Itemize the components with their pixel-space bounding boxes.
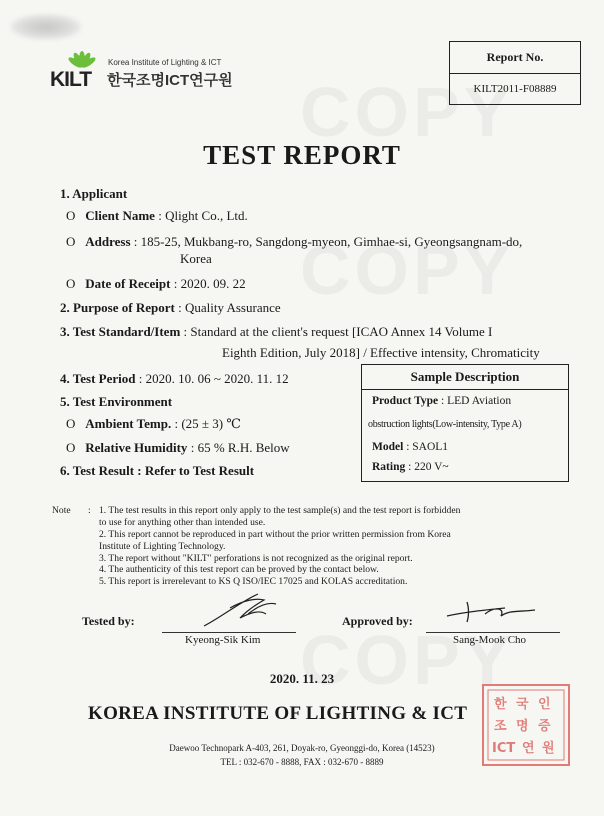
field-value: Standard at the client's request [ICAO Annex 14 Volume I — [190, 324, 493, 339]
field-value: LED Aviation — [447, 395, 512, 407]
field-value: Quality Assurance — [184, 300, 281, 315]
note-line: Institute of Lighting Technology. — [99, 541, 226, 552]
svg-text:명: 명 — [516, 719, 529, 734]
field-label: Rating — [372, 461, 406, 473]
bullet-icon: O — [66, 208, 76, 223]
approved-by-signature — [445, 596, 545, 631]
field-label: Date of Receipt — [85, 276, 171, 291]
signature-line — [426, 632, 560, 633]
humidity-row: O Relative Humidity : 65 % R.H. Below — [66, 440, 290, 455]
svg-text:원: 원 — [542, 741, 555, 756]
field-value: 220 V~ — [414, 461, 449, 473]
note-line: 5. This report is irrerelevant to KS Q ISO/IEC 17025 and KOLAS accreditation. — [99, 576, 408, 587]
rating-row: Rating : 220 V~ — [372, 461, 449, 473]
result-row: 6. Test Result : Refer to Test Result — [60, 463, 255, 478]
field-label: Client Name — [85, 208, 155, 223]
receipt-row: O Date of Receipt : 2020. 09. 22 — [66, 276, 246, 291]
report-no-value: KILT2011-F08889 — [473, 83, 557, 95]
svg-text:국: 국 — [516, 697, 529, 712]
tested-by-signature — [200, 588, 280, 637]
field-value: 185-25, Mukbang-ro, Sangdong-myeon, Gimhae-si, Gyeongsangnam-do, — [140, 234, 523, 249]
period-row: 4. Test Period : 2020. 10. 06 ~ 2020. 11. 12 — [60, 371, 289, 386]
official-seal — [482, 684, 570, 766]
temp-row: O Ambient Temp. : (25 ± 3) ℃ — [66, 416, 241, 431]
svg-text:증: 증 — [538, 719, 551, 734]
footer-institute: KOREA INSTITUTE OF LIGHTING & ICT — [88, 703, 468, 724]
field-label: Product Type — [372, 395, 439, 407]
note-label: Note — [52, 505, 71, 516]
purpose-row: 2. Purpose of Report : Quality Assurance — [60, 300, 281, 315]
tested-by-label: Tested by: — [82, 614, 135, 628]
bullet-icon: O — [66, 276, 76, 291]
standard-row: 3. Test Standard/Item : Standard at the client's request [ICAO Annex 14 Volume I — [60, 324, 493, 339]
field-label: Relative Humidity — [85, 440, 188, 455]
field-value: Qlight Co., Ltd. — [165, 208, 248, 223]
svg-text:한: 한 — [494, 697, 507, 712]
sample-description-box — [361, 364, 569, 482]
section-heading: 3. Test Standard/Item — [60, 324, 181, 339]
field-value: (25 ± 3) ℃ — [181, 416, 241, 431]
address-line2: Korea — [180, 251, 212, 266]
section-heading: 5. Test Environment — [60, 394, 173, 409]
approved-by-name: Sang-Mook Cho — [453, 634, 527, 646]
section-heading: 1. Applicant — [60, 186, 128, 201]
org-name-ko: 한국조명ICT연구원 — [107, 72, 233, 89]
svg-text:ICT: ICT — [492, 741, 516, 756]
note-line: 4. The authenticity of this test report can be proved by the contact below. — [99, 564, 379, 575]
signature-line — [162, 632, 296, 633]
section-heading: 6. Test Result — [60, 463, 135, 478]
model-row: Model : SAOL1 — [372, 441, 449, 453]
address-row: O Address : 185-25, Mukbang-ro, Sangdong-myeon, Gimhae-si, Gyeongsangnam-do, — [66, 234, 523, 249]
product-type-value2: obstruction lights(Low-intensity, Type A) — [368, 419, 522, 430]
footer-contact: TEL : 032-670 - 8888, FAX : 032-670 - 8889 — [220, 757, 384, 767]
note-line: 1. The test results in this report only apply to the test sample(s) and the test report is forbidden — [99, 505, 461, 516]
field-label: Model — [372, 441, 404, 453]
field-value: SAOL1 — [412, 441, 449, 453]
sample-title: Sample Description — [362, 365, 568, 390]
blurred-stamp — [10, 14, 82, 40]
standard-line2: Eighth Edition, July 2018] / Effective intensity, Chromaticity — [222, 345, 540, 360]
section-heading: 4. Test Period — [60, 371, 136, 386]
page-title: TEST REPORT — [203, 140, 401, 170]
field-label: Address — [85, 234, 131, 249]
report-no-label: Report No. — [450, 42, 580, 74]
footer-address: Daewoo Technopark A-403, 261, Doyak-ro, Gyeonggi-do, Korea (14523) — [169, 743, 435, 753]
field-value: 2020. 09. 22 — [180, 276, 246, 291]
note-line: to use for anything other than intended use. — [99, 517, 266, 528]
field-value: 2020. 10. 06 ~ 2020. 11. 12 — [145, 371, 289, 386]
bullet-icon: O — [66, 234, 76, 249]
section-heading: 2. Purpose of Report — [60, 300, 175, 315]
bullet-icon: O — [66, 440, 76, 455]
product-type-row: Product Type : LED Aviation — [372, 395, 512, 407]
field-label: Ambient Temp. — [85, 416, 172, 431]
approved-by-label: Approved by: — [342, 614, 413, 628]
bullet-icon: O — [66, 416, 76, 431]
field-value: Refer to Test Result — [144, 463, 255, 478]
svg-text:조: 조 — [494, 719, 507, 734]
field-value: 65 % R.H. Below — [197, 440, 290, 455]
issue-date: 2020. 11. 23 — [269, 671, 335, 686]
org-name-en: Korea Institute of Lighting & ICT — [108, 58, 222, 67]
tested-by-name: Kyeong-Sik Kim — [185, 634, 261, 646]
note-line: 3. The report without "KILT" perforations is not recognized as the original report. — [99, 553, 413, 564]
report-number-box — [449, 41, 581, 105]
svg-text:인: 인 — [538, 697, 551, 712]
client-name-row: O Client Name : Qlight Co., Ltd. — [66, 208, 248, 223]
svg-text:연: 연 — [522, 741, 535, 756]
logo-text: KILT — [50, 68, 92, 91]
note-line: 2. This report cannot be reproduced in part without the prior written permission from Korea — [99, 529, 451, 540]
